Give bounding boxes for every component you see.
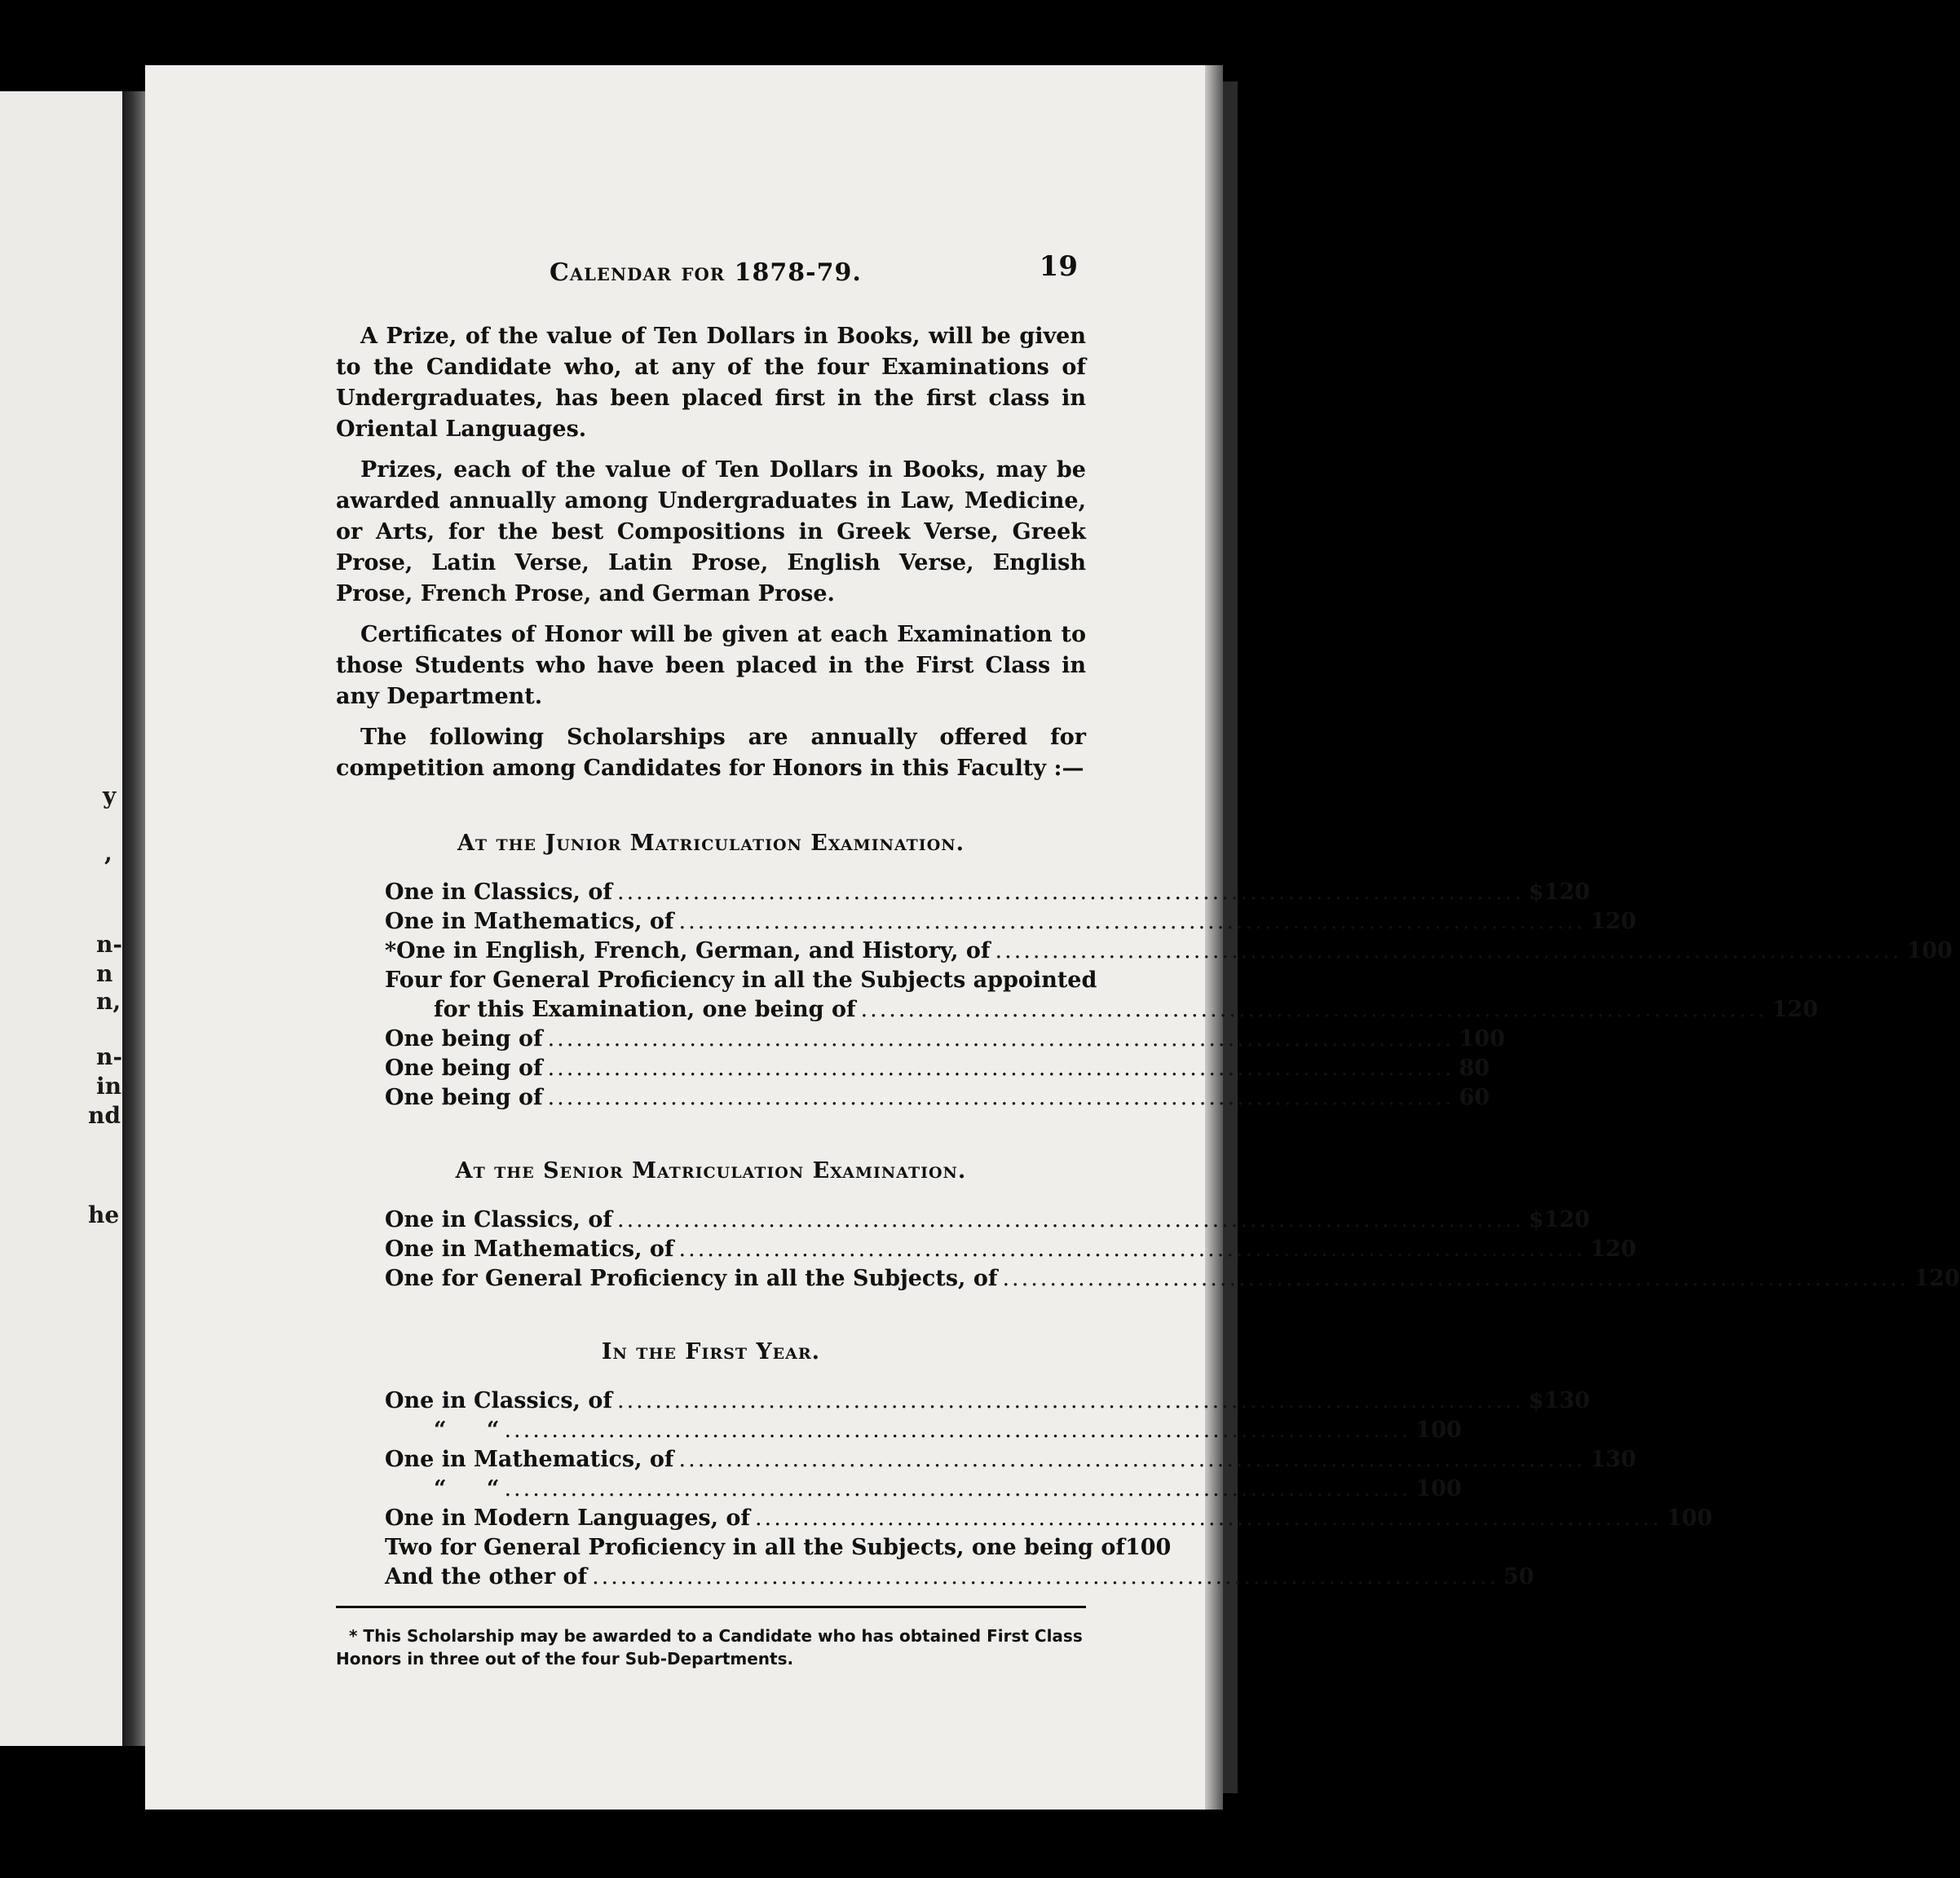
left-page-fragment: , [104,840,113,866]
paragraph: Prizes, each of the value of Ten Dollars in Books, may be awarded annually among Undergraduates in Law, Medicine, or Arts, for the best Compositions in Greek Verse, Greek Prose, Latin Verse, Latin Prose, English Verse, English Prose, French Prose, and German Prose. [336,457,1086,606]
scholarship-entry [385,1444,1636,1474]
entry-label: One in Mathematics, of [385,1447,674,1472]
dot-leader: ................................................................................................ [755,1505,1662,1531]
dot-leader: ................................................................................................ [547,1085,1455,1110]
dot-leader: ................................................................................................ [504,1476,1411,1501]
entry-label: One being of [385,1085,543,1110]
left-page-fragment: nd [88,1102,121,1129]
entry-label: One in Modern Languages, of [385,1505,751,1531]
entry-label: One in Classics, of [385,879,612,905]
footnote-rule [336,1606,1086,1608]
entry-label: for this Examination, one being of [434,997,856,1022]
dot-leader: ................................................................................................ [995,938,1902,963]
entry-label: One in Mathematics, of [385,1237,674,1262]
running-title: Calendar for 1878-79. [550,258,862,287]
left-page-fragment: n [96,960,113,987]
entry-amount: $120 [1528,879,1591,905]
scholarship-entry [385,877,1591,906]
dot-leader: ................................................................................................ [616,879,1524,905]
dot-leader: ................................................................................................ [616,1207,1524,1232]
entry-amount: 120 [1772,997,1818,1022]
entry-amount: 120 [1590,909,1636,934]
left-page-edge [0,91,122,1746]
scholarship-entry [385,1024,1505,1053]
scholarship-entry [385,1234,1636,1263]
entry-amount: 100 [1459,1026,1505,1051]
entry-label: One being of [385,1026,543,1051]
scholarship-entry [385,1082,1490,1112]
entry-amount: 100 [1124,1535,1172,1560]
page-number: 19 [1039,250,1078,283]
dot-leader: ................................................................................................ [547,1026,1455,1051]
entry-amount: 120 [1914,1266,1960,1291]
dot-leader: ................................................................................................ [504,1417,1411,1443]
scholarship-entry [385,936,1953,965]
left-page-fragment: he [88,1201,120,1228]
entry-label: One in Classics, of [385,1207,612,1232]
book-gutter [122,91,147,1746]
entry-amount: 80 [1459,1056,1490,1081]
dot-leader: ................................................................................................ [592,1564,1499,1589]
scholarship-entry [385,1263,1960,1293]
scholarship-entry [385,994,1818,1024]
left-page-fragment: in [96,1073,121,1100]
entry-amount: $130 [1528,1388,1591,1413]
dot-leader: ................................................................................................ [547,1056,1455,1081]
page-header [336,250,1086,298]
scholarship-entry [385,1503,1713,1532]
left-page-fragment: n- [96,931,122,958]
entry-label: One for General Proficiency in all the Subjects, of [385,1266,998,1291]
entry-amount: 100 [1415,1417,1462,1443]
entry-label: *One in English, French, German, and History, of [385,938,991,963]
scholarship-entry [385,1053,1490,1082]
scholarship-entry [385,906,1636,936]
scholarship-entry [385,1415,1462,1444]
entry-amount: 60 [1459,1085,1490,1110]
dot-leader: ................................................................................................ [616,1388,1524,1413]
dot-leader: ................................................................................................ [678,1447,1586,1472]
scholarship-entry [385,1386,1591,1415]
entry-label: One being of [385,1056,543,1081]
entry-amount: 130 [1590,1447,1636,1472]
entry-label: One in Classics, of [385,1388,612,1413]
page-content [336,250,1960,1670]
paragraph: The following Scholarships are annually offered for competition among Candidates for Honors in this Faculty :— [336,725,1086,781]
scholarship-list [336,877,1953,1112]
dot-leader: ................................................................................................ [678,909,1586,934]
scholarship-entry [385,965,1097,994]
scholarship-entry [385,1205,1591,1234]
scholarship-list [336,1386,1713,1591]
entry-label: And the other of [385,1564,588,1589]
entry-label: Four for General Proficiency in all the Subjects appointed [385,968,1097,993]
section-heading: At the Senior Matriculation Examination. [455,1158,967,1184]
left-page-fragment: y [103,782,117,809]
scholarship-entry [385,1532,1172,1562]
section-heading: In the First Year. [601,1339,821,1364]
entry-amount: 50 [1503,1564,1534,1589]
entry-amount: 100 [1415,1476,1462,1501]
entry-amount: 100 [1666,1505,1713,1531]
footnote: * This Scholarship may be awarded to a Candidate who has obtained First Class Honors in three out of the four Sub-Departments. [336,1626,1083,1669]
section-heading: At the Junior Matriculation Examination. [457,831,965,856]
entry-amount: $120 [1528,1207,1591,1232]
scholarship-entry [385,1474,1462,1503]
ditto-mark: “ “ [434,1476,500,1501]
left-page-fragment: n, [96,988,121,1015]
dot-leader: ................................................................................................ [1002,1266,1909,1291]
paragraph: Certificates of Honor will be given at each Examination to those Students who have been placed in the First Class in any Department. [336,622,1086,709]
scholarship-list [336,1205,1960,1293]
entry-label: Two for General Proficiency in all the Subjects, one being of [385,1535,1125,1560]
scholarship-entry [385,1562,1534,1591]
dot-leader: ................................................................................................ [860,997,1768,1022]
entry-amount: 100 [1906,938,1953,963]
ditto-mark: “ “ [434,1417,500,1443]
paragraph: A Prize, of the value of Ten Dollars in Books, will be given to the Candidate who, at any of the four Examinations of Undergraduates, has been placed first in the first class in Oriental Languages. [336,324,1086,442]
entry-amount: 120 [1590,1237,1636,1262]
entry-label: One in Mathematics, of [385,909,674,934]
dot-leader: ................................................................................................ [678,1237,1586,1262]
left-page-fragment: n- [96,1043,122,1070]
